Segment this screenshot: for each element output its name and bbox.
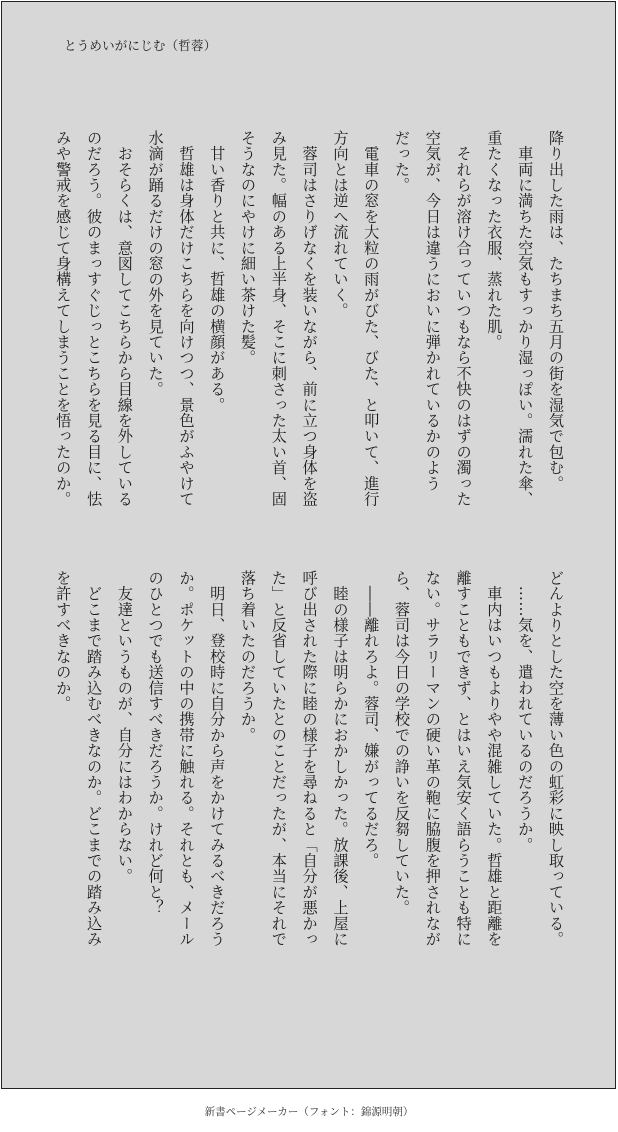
page-header-title: とうめいがにじむ（哲蓉） (64, 38, 217, 53)
text-line: み見た。幅のある上半身、そこに刺さった太い首、固 (269, 130, 288, 507)
text-line: みや警戒を感じて身構えてしまうことを悟ったのか。 (54, 130, 73, 507)
text-line: だった。 (393, 130, 412, 193)
text-line: 蓉司はさりげなくを装いながら、前に立つ身体を盗 (300, 130, 319, 507)
text-line: 電車の窓を大粒の雨がびた、びた、と叩いて、進行 (362, 130, 381, 507)
text-line: た」と反省していたとのことだったが、本当にそれで (269, 570, 288, 947)
text-block-bottom (47, 570, 571, 1060)
text-line: どこまで踏み込むべきなのか。どこまでの踏み込み (85, 570, 104, 947)
text-line: 明日、登校時に自分から声をかけてみるべきだろう (208, 570, 227, 947)
text-line: 降り出した雨は、たちまち五月の街を湿気で包む。 (547, 130, 565, 492)
text-line: を許すべきなのか。 (54, 570, 73, 712)
text-line: 離すこともできず、とはいえ気安く語らうことも特に (454, 570, 473, 947)
text-line: 友達というものが、自分にはわからない。 (115, 570, 134, 884)
text-line: 水滴が踊るだけの窓の外を見ていた。 (146, 130, 165, 397)
text-line: どんよりとした空を薄い色の虹彩に映し取っている。 (547, 570, 565, 947)
text-line: のだろう。彼のまっすぐじっとこちらを見る目に、怯 (85, 130, 104, 507)
text-line: 哲雄は身体だけこちらを向けつつ、景色がふやけて (177, 130, 196, 507)
text-block-top (47, 130, 571, 620)
text-line: のひとつでも送信すべきだろうか。けれど何と？ (146, 570, 165, 916)
text-line: おそらくは、意図してこちらから目線を外している (115, 130, 134, 507)
text-line: 空気が、今日は違うにおいに弾かれているかのよう (423, 130, 442, 492)
book-page (1, 1, 616, 1089)
text-line: ない。サラリーマンの硬い革の鞄に脇腹を押されなが (423, 570, 442, 947)
text-line: 車両に満ちた空気もすっかり湿っぽい。濡れた傘、 (516, 130, 535, 507)
text-line: 方向とは逆へ流れていく。 (331, 130, 350, 319)
text-line: 車内はいつもよりやや混雑していた。哲雄と距離を (485, 570, 504, 947)
text-line: 睦の様子は明らかにおかしかった。放課後、上屋に (331, 570, 350, 947)
text-line: ら、蓉司は今日の学校での諍いを反芻していた。 (393, 570, 412, 916)
text-line: 重たくなった衣服、蒸れた肌。 (485, 130, 504, 350)
text-line: 落ち着いたのだろうか。 (239, 570, 258, 743)
text-line: そうなのにやけに細い茶けた髪。 (239, 130, 258, 366)
page-maker-credit: 新書ページメーカー（フォント：錦源明朝） (204, 1106, 414, 1118)
text-line: ――離れろよ。蓉司、嫌がってるだろ。 (362, 570, 381, 869)
text-line: それらが溶け合っていつもなら不快のはずの濁った (454, 130, 473, 507)
text-line: か。ポケットの中の携帯に触れる。それとも、メール (177, 570, 196, 947)
text-line: 甘い香りと共に、哲雄の横顔がある。 (208, 130, 227, 413)
text-line: ……気を、遣われているのだろうか。 (516, 570, 535, 853)
text-line: 呼び出された際に睦の様子を尋ねると「自分が悪かっ (300, 570, 319, 947)
